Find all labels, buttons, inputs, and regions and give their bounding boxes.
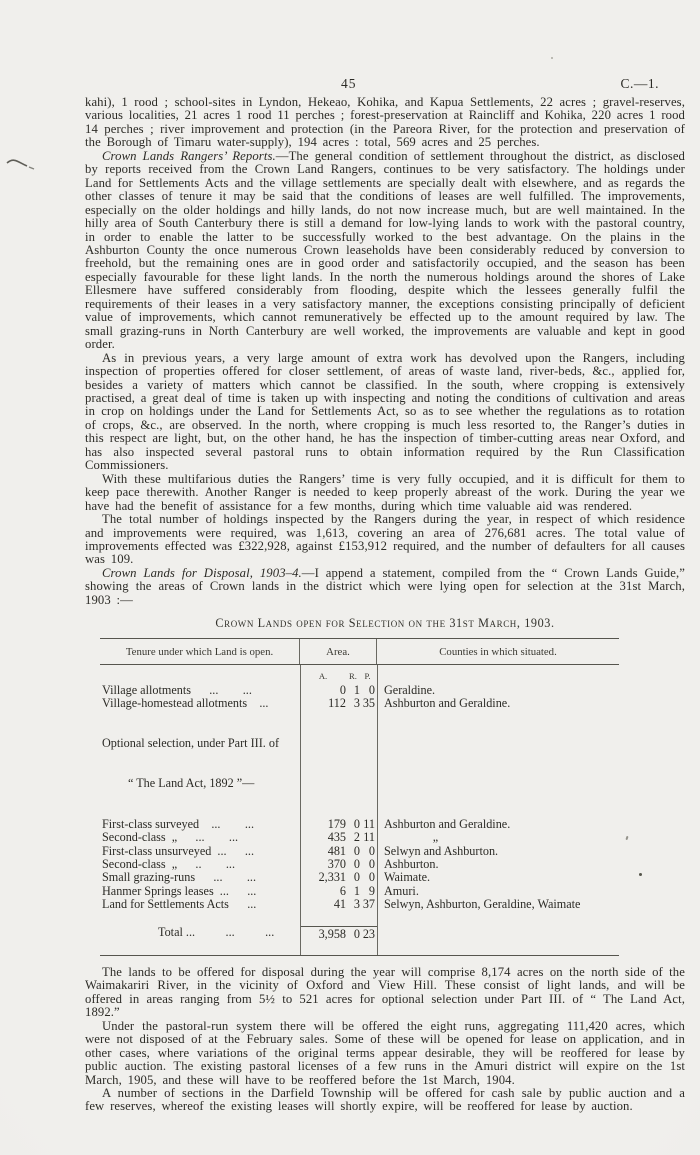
paragraph-continuation [85,96,685,150]
paragraph-text: A number of sections in the Darfield Township will be offered for cash sale by public auction and a few reserves, whereof the existing leases will shortly expire, will be reoffered for lease by auction. [85,1086,685,1114]
table-row [100,845,619,858]
tenure-cell: Village allotments ... ... [102,682,252,697]
table-body [100,665,619,955]
counties-cell: Amuri. [384,883,419,898]
table-row [100,831,619,844]
counties-cell: Ashburton and Geraldine. [384,816,511,831]
area-cell: 370 0 0 [327,856,375,871]
counties-cell: Ashburton. [384,856,439,871]
column-header-counties: Counties in which situated. [439,646,557,659]
paragraph-text: Under the pastoral-run system there will be offered the eight runs, aggregating 111,420 acres, which were not disposed of at the February sales. Some of these will be opened for lease on application, and in other cases, where variations of the original terms appear desirable, they will be reoffered for lease by public auction. The existing pastoral licenses of a few runs in the Amuri district will expire on the 1st March, 1905, and these will have to be reoffered before the 1st March, 1904. [85,1018,685,1087]
area-cell: 0 1 0 [339,682,375,697]
tenure-cell: Second-class „ ... ... [102,830,239,845]
unit-acres: A. [318,671,328,682]
table-row-group-heading [100,710,619,817]
paragraph-extra-work [85,352,685,473]
area-cell: 2,331 0 0 [318,870,375,885]
unit-perches: P. [364,671,371,682]
paragraph-text: —I append a statement, compiled from the “ Crown Lands Guide,” showing the areas of Crown lands in the district which were lying open for selection at the 31st March, 1903 :— [85,565,685,607]
counties-cell [377,710,619,817]
paragraph-lead-italic: Crown Lands Rangers’ Reports. [102,148,276,163]
paragraph-pastoral-runs [85,1020,685,1087]
tenure-cell: First-class surveyed ... ... [102,816,254,831]
counties-cell [377,926,619,941]
paragraph-text: As in previous years, a very large amount of extra work has devolved upon the Rangers, including inspection of properties offered for closer settlement, of areas of waste land, river-beds, &c., applied for, besides a variety of matters which cannot be classified. In the south, where cropping is extensively practised, a great deal of time is taken up with inspecting and noting the conditions of cultivation and areas in crop on holdings under the Land for Settlements Act, so as to see whether the regulations as to rotation of crops, &c., are observed. In the north, where cropping is much less resorted to, the Ranger’s duties in this respect are light, but, on the other hand, he has the inspection of timber-cutting areas near Oxford, and has also inspected several pastoral runs to obtain information required by the Run Classification Commissioners. [85,350,685,473]
paragraph-text: The total number of holdings inspected by the Rangers during the year, in respect of which residence and improvements were required, was 1,613, covering an area of 276,681 acres. The total value of improvements effected was £322,928, against £153,912 required, and the number of defaulters for all causes was 109. [85,512,685,567]
area-cell: 6 1 9 [339,883,375,898]
tenure-cell: Village-homestead allotments ... [102,696,269,711]
tenure-line-1: Optional selection, under Part III. of [102,736,280,751]
counties-cell: Ashburton and Geraldine. [384,696,511,711]
scan-mark-dot [639,873,642,876]
area-cell: 481 0 0 [327,843,375,858]
tenure-cell: Second-class „ .. ... [102,856,236,871]
total-area-cell: 3,958 0 23 [300,926,377,941]
area-cell: 179 0 11 [327,816,375,831]
column-divider [300,665,301,955]
unit-roods: R. [349,671,357,682]
table-caption: Crown Lands open for Selection on the 31st March, 1903. [215,616,555,631]
paragraph-text: —The general condition of settlement throughout the district, as disclosed by reports received from the Crown Land Rangers, continues to be very satisfactory. The holdings under Land for Settlements Acts and the village settlements are specially dealt with elsewhere, and as regards the other classes of tenure it may be said that the conditions of leases are well fulfilled. The improvements, especially on the older holdings and hilly lands, do not now increase much, but are well maintained. In the hilly area of South Canterbury there is still a demand for low-lying lands to work with the pastoral country, in order to enable the latter to be successfully worked to the best advantage. On the plains in the Ashburton County the once numerous Crown leaseholds have been considerably reduced by conversion to freehold, but the remaining ones are in good order and satisfactorily occupied, and the season has been especially favourable for these light lands. In the north the numerous holdings around the shores of Lake Ellesmere have suffered considerably from flooding, despite which the lessees generally fulfil the requirements of their leases in a very satisfactory manner, the exceptions consisting principally of deficient value of improvements, which cannot remuneratively be effected up to the amount required by law. The small grazing-runs in North Canterbury are well worked, the improvements are valuable and kept in good order. [85,148,685,352]
paragraph-darfield-township [85,1087,685,1114]
area-cell: 112 3 35 [328,696,375,711]
tenure-cell: First-class unsurveyed ... ... [102,843,254,858]
paragraph-holdings-inspected [85,513,685,567]
tenure-line-2: “ The Land Act, 1892 ”— [128,776,255,791]
table-total-row [100,926,619,945]
paper-reference: C.—1. [620,76,659,91]
paragraph-text: kahi), 1 rood ; school-sites in Lyndon, Hekeao, Kohika, and Kapua Settlements, 22 acres ; gravel-reserves, various localities, 21 acres 1 rood 11 perches ; forest-preservation at Raincliff and Kohika, 220 acres 1 rood 14 perches ; river improvement and protection (in the Pareora River, for the protection and preservation of the Borough of Timaru water-supply), 194 acres : total, 569 acres and 25 perches. [85,95,685,150]
column-divider [377,665,378,955]
area-cell: 435 2 11 [327,830,375,845]
area-cell [300,710,377,817]
table-row [100,898,619,911]
counties-cell: Geraldine. [384,682,436,697]
table-row [100,858,619,871]
scan-mark-squiggle [5,154,39,176]
running-header [85,76,685,94]
table-row [100,684,619,697]
table-header-row [100,639,619,665]
counties-cell: Selwyn and Ashburton. [384,843,499,858]
counties-cell-ditto: „ [384,830,439,845]
total-label: Total ... ... ... [158,924,275,939]
counties-cell: Selwyn, Ashburton, Geraldine, Waimate [384,897,581,912]
tenure-cell: Small grazing-runs ... ... [102,870,257,885]
paragraph-rangers-reports [85,150,685,352]
table-spacer [100,912,619,920]
tenure-cell: Land for Settlements Acts ... [102,897,257,912]
paragraph-text: With these multifarious duties the Rangers’ time is very fully occupied, and it is difficult for them to keep pace therewith. Another Ranger is needed to keep properly abreast of the work. During the year we have had the benefit of assistance for a few months, during which time valuable aid was rendered. [85,471,685,513]
paragraph-lead-italic: Crown Lands for Disposal, 1903–4. [102,565,302,580]
scan-mark-speck [551,57,553,59]
crown-lands-table [100,638,619,956]
tenure-cell: Hanmer Springs leases ... ... [102,883,257,898]
area-cell: 41 3 37 [333,897,375,912]
table-row [100,871,619,884]
table-row [100,818,619,831]
table-row [100,885,619,898]
counties-cell: Waimate. [384,870,431,885]
paragraph-multifarious-duties [85,473,685,513]
closing-paragraphs [85,966,685,1114]
paragraph-lands-offered [85,966,685,1020]
table-row [100,697,619,710]
area-unit-subheader [300,668,377,683]
area-unit-subheader-row [100,668,619,683]
paragraph-lands-for-disposal [85,567,685,607]
column-header-tenure: Tenure under which Land is open. [100,639,300,664]
tenure-cell [100,710,300,817]
page-number: 45 [341,76,357,91]
column-header-area: Area. [300,639,377,664]
page-body [85,96,685,1114]
paragraph-text: The lands to be offered for disposal during the year will comprise 8,174 acres on the north side of the Waimakariri River, in the vicinity of Oxford and View Hill. These consist of light lands, and will be offered in areas ranging from 5½ to 521 acres for optional selection under Part III. of “ The Land Act, 1892.” [85,964,685,1020]
